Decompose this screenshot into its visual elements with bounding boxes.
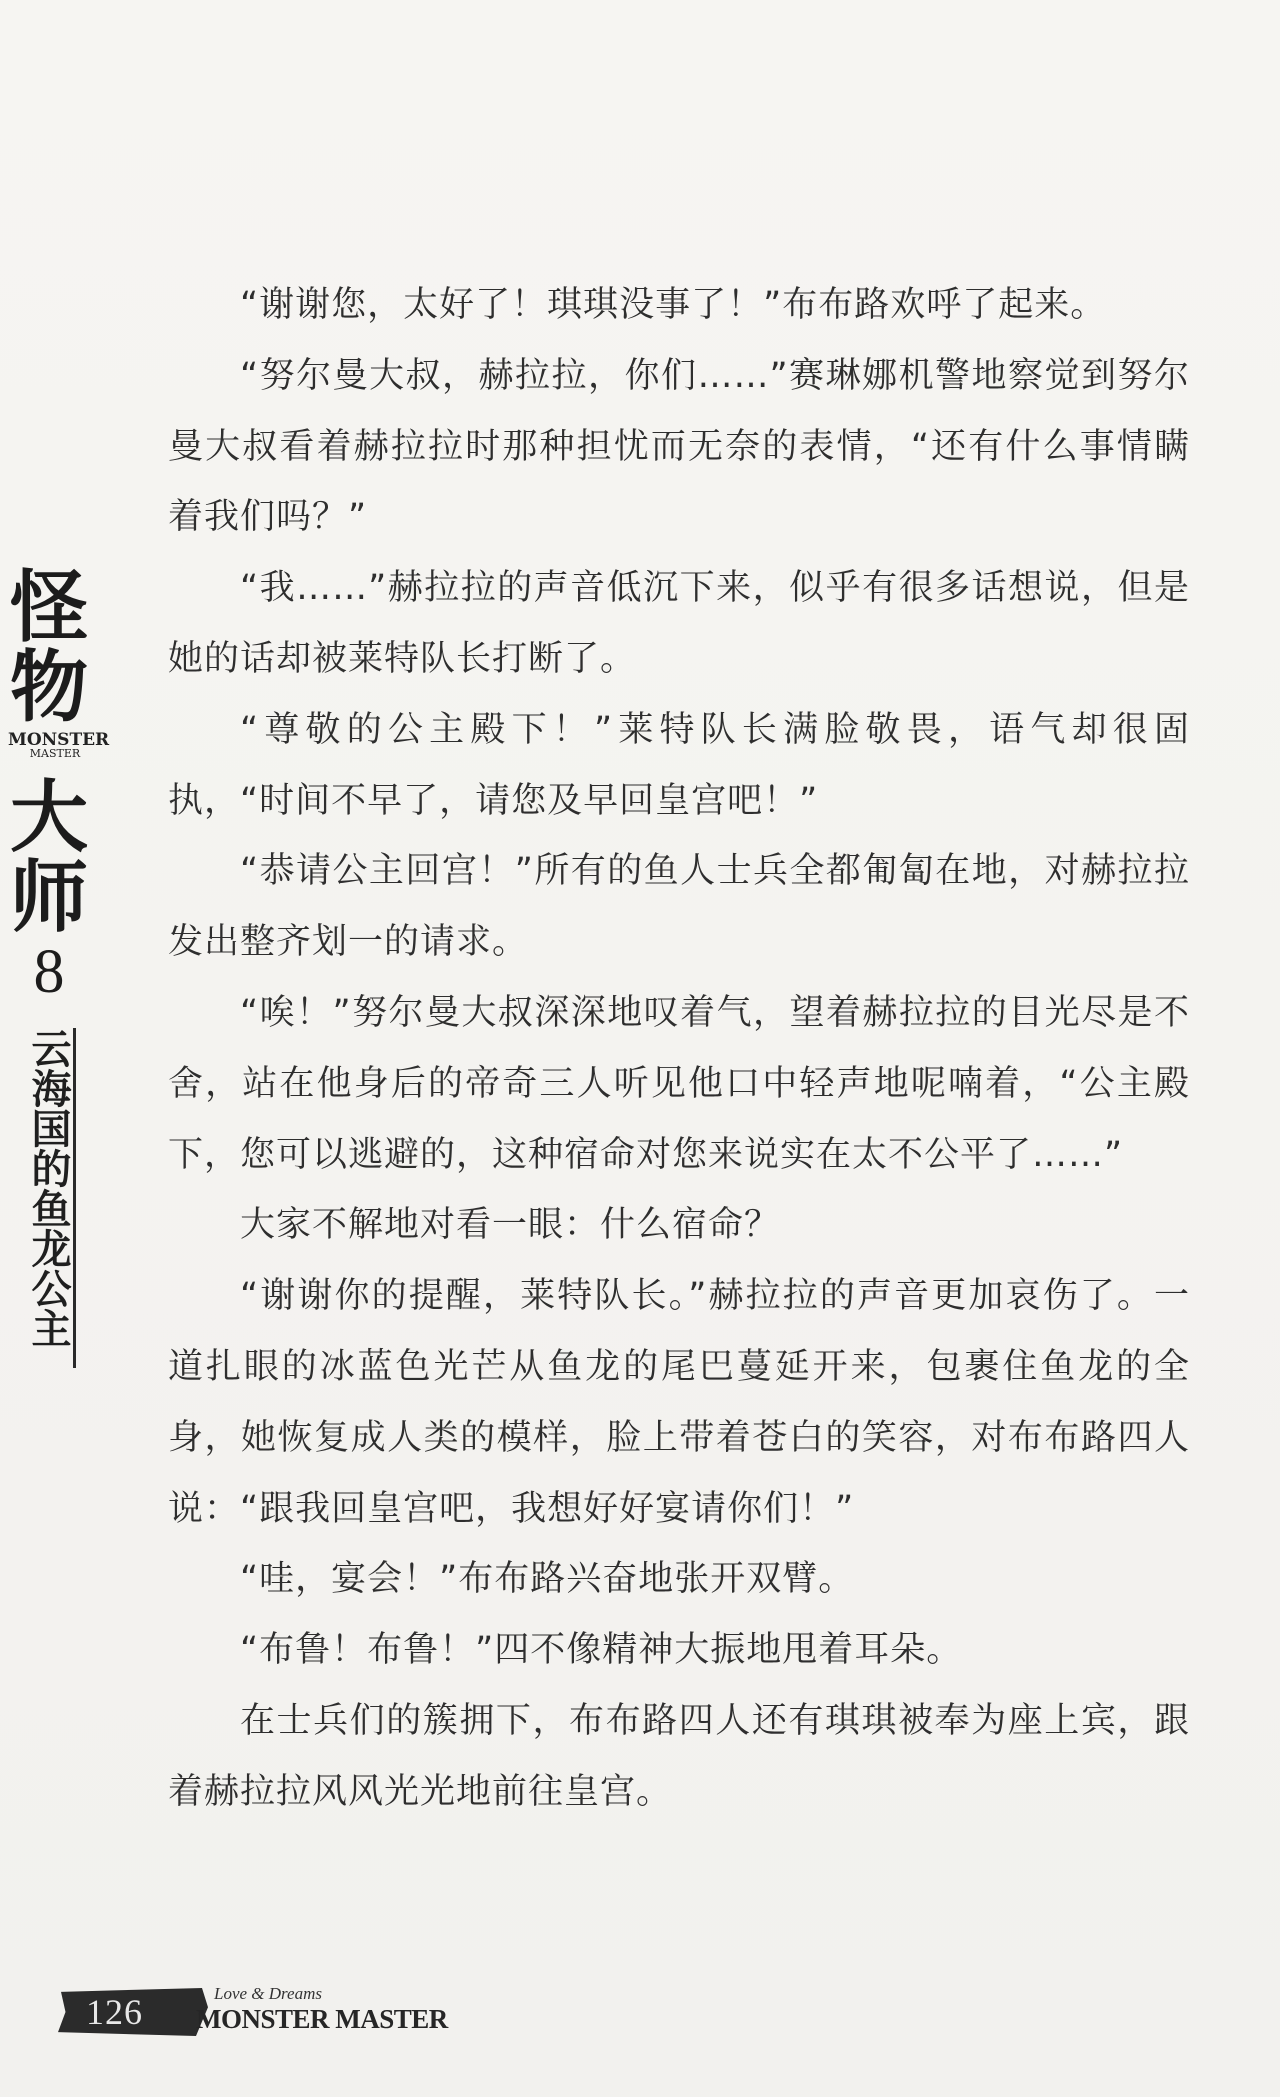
paragraph: “我……”赫拉拉的声音低沉下来，似乎有很多话想说，但是她的话却被莱特队长打断了。 [168,568,1190,679]
brand-line-1: MONSTER [8,730,110,750]
chapter-body [168,270,1190,1828]
paragraph: “谢谢你的提醒，莱特队长。”赫拉拉的声音更加哀伤了。一道扎眼的冰蓝色光芒从鱼龙的尾巴蔓延开来，包裹住鱼龙的全身，她恢复成人类的模样，脸上带着苍白的笑容，对布布路四人说：“跟我回皇宫吧，我想好好宴请你们！” [168,1276,1190,1529]
page-footer [58,1982,458,2044]
series-brand-logo [8,730,110,760]
paragraph: “哇，宴会！”布布路兴奋地张开双臂。 [240,1559,855,1600]
series-title-char: 怪 [9,563,88,653]
footer-tagline: Love & Dreams [214,1984,322,2003]
paragraph: “努尔曼大叔，赫拉拉，你们……”赛琳娜机警地察觉到努尔曼大叔看着赫拉拉时那种担忧而无奈的表情，“还有什么事情瞒着我们吗？” [168,355,1190,538]
book-title-sidebar [0,563,110,1388]
paragraph: 大家不解地对看一眼：什么宿命？ [240,1205,781,1246]
subtitle-divider [73,1028,76,1368]
paragraph: “布鲁！布鲁！”四不像精神大振地甩着耳朵。 [240,1630,963,1671]
volume-number: 8 [33,938,65,1006]
paragraph: “尊敬的公主殿下！”莱特队长满脸敬畏，语气却很固执，“时间不早了，请您及早回皇宫吧！” [168,709,1190,821]
series-title-char: 物 [9,643,88,733]
paragraph: “唉！”努尔曼大叔深深地叹着气，望着赫拉拉的目光尽是不舍，站在他身后的帝奇三人听见他口中轻声地呢喃着，“公主殿下，您可以逃避的，这种宿命对您来说实在太不公平了……” [168,992,1190,1175]
paragraph: “谢谢您，太好了！琪琪没事了！”布布路欢呼了起来。 [240,285,1107,325]
series-title-char: 大 [9,773,88,863]
brand-line-2: MASTER [29,747,81,760]
footer-brand: MONSTER MASTER [196,2004,448,2034]
paragraph: “恭请公主回宫！”所有的鱼人士兵全都匍匐在地，对赫拉拉发出整齐划一的请求。 [168,851,1190,963]
paragraph: 在士兵们的簇拥下，布布路四人还有琪琪被奉为座上宾，跟着赫拉拉风风光光地前往皇宫。 [168,1700,1190,1812]
page-number: 126 [86,1992,143,2032]
book-subtitle: 云海国的鱼龙公主 [25,1028,71,1348]
series-title-char: 师 [9,853,88,943]
